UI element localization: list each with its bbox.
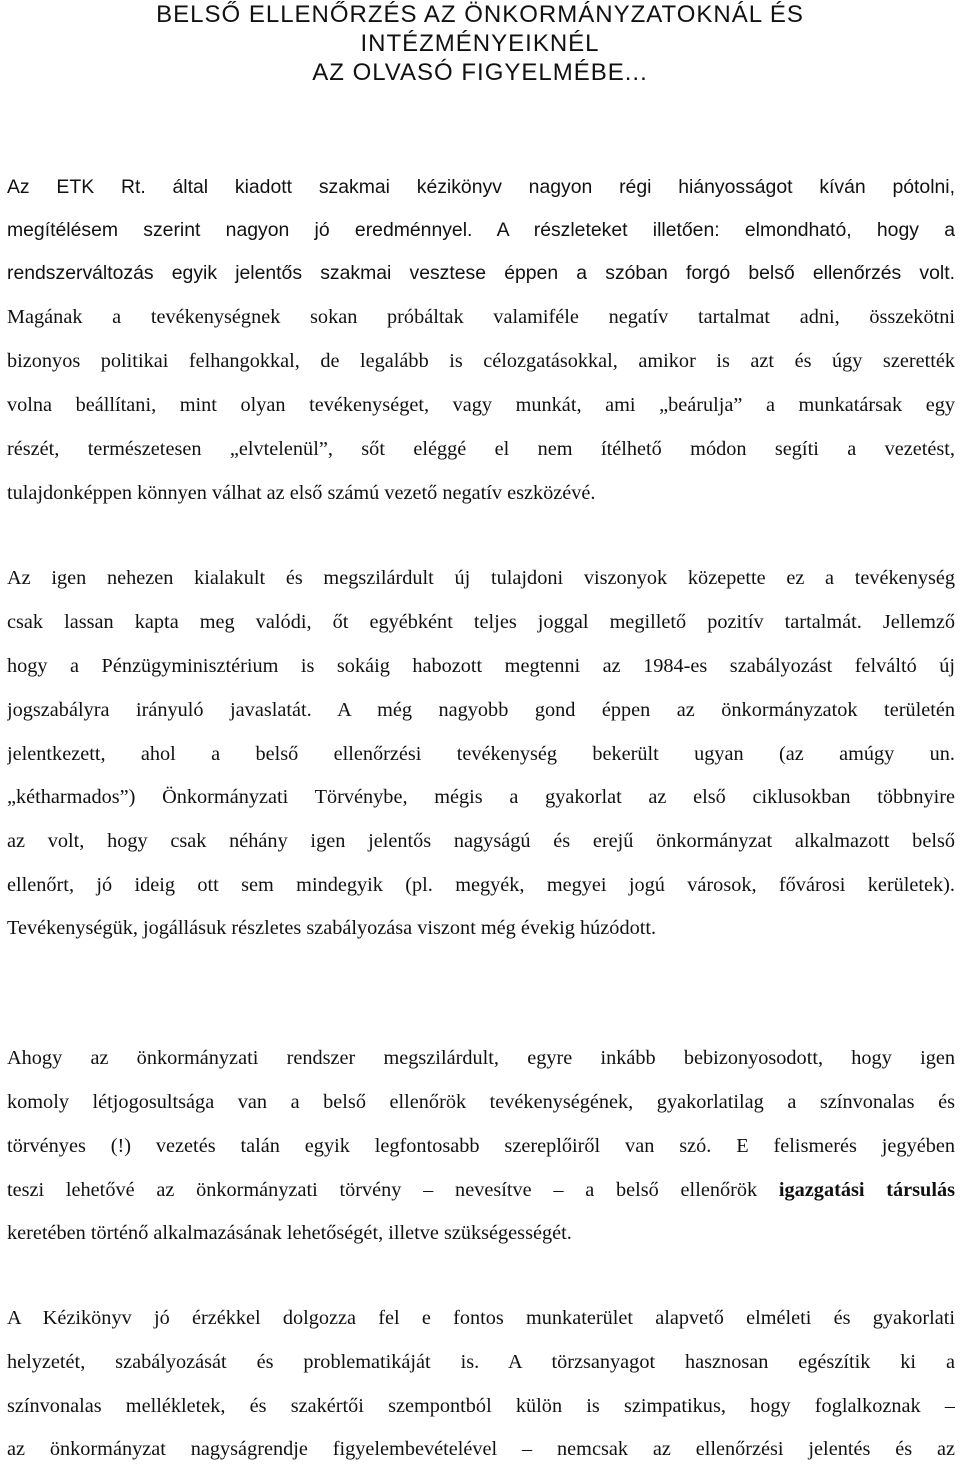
paragraph-line: jelentkezett, ahol a belső ellenőrzési tevékenység bekerült ugyan (az amúgy un. [7,743,955,765]
paragraph-line: komoly létjogosultsága van a belső ellenőrök tevékenységének, gyakorlatilag a színvonalas és [7,1091,955,1113]
title-line-1: BELSŐ ELLENŐRZÉS AZ ÖNKORMÁNYZATOKNÁL ÉS [156,1,804,28]
paragraph-line: hogy a Pénzügyminisztérium is sokáig habozott megtenni az 1984-es szabályozást felváltó új [7,655,955,677]
paragraph-line: Tevékenységük, jogállásuk részletes szabályozása viszont még évekig húzódott. [7,917,657,939]
paragraph-line: jogszabályra irányuló javaslatát. A még nagyobb gond éppen az önkormányzatok területén [7,699,955,721]
paragraph-line: az volt, hogy csak néhány igen jelentős nagyságú és erejű önkormányzat alkalmazott belső [7,830,955,852]
paragraph-line: A Kézikönyv jó érzékkel dolgozza fel e fontos munkaterület alapvető elméleti és gyakorlati [7,1307,955,1329]
paragraph-line: Az ETK Rt. által kiadott szakmai kézikönyv nagyon régi hiányosságot kíván pótolni, [7,176,955,198]
paragraph-line-text: teszi lehetővé az önkormányzati törvény – nevesítve – a belső ellenőrök [7,1179,779,1201]
paragraph-line: „kétharmados”) Önkormányzati Törvénybe, mégis a gyakorlat az első ciklusokban többnyire [7,786,955,808]
paragraph-line: színvonalas mellékletek, és szakértői szempontból külön is szimpatikus, hogy foglalkoznak – [7,1395,955,1417]
paragraph-line: az önkormányzat nagyságrendje figyelembevételével – nemcsak az ellenőrzési jelentés és az [7,1438,955,1460]
paragraph-line: bizonyos politikai felhangokkal, de legalább is célozgatásokkal, amikor is azt és úgy szerették [7,350,955,372]
paragraph-line: Ahogy az önkormányzati rendszer megszilárdult, egyre inkább bebizonyosodott, hogy igen [7,1047,955,1069]
paragraph-line: Az igen nehezen kialakult és megszilárdult új tulajdoni viszonyok közepette ez a tevékenység [7,567,955,589]
paragraph-line: tulajdonképpen könnyen válhat az első számú vezető negatív eszközévé. [7,482,596,504]
paragraph-line: rendszerváltozás egyik jelentős szakmai vesztese éppen a szóban forgó belső ellenőrzés volt. [7,262,955,284]
paragraph-line: ellenőrt, jó ideig ott sem mindegyik (pl. megyék, megyei jogú városok, fővárosi kerületek). [7,874,955,896]
title-line-2: INTÉZMÉNYEIKNÉL [360,30,600,57]
title-line-3: AZ OLVASÓ FIGYELMÉBE... [312,59,648,86]
paragraph-line: csak lassan kapta meg valódi, őt egyébként teljes joggal megillető pozitív tartalmát. Jellemző [7,611,955,633]
paragraph-line [7,1175,955,1205]
paragraph-line: Magának a tevékenységnek sokan próbáltak valamiféle negatív tartalmat adni, összekötni [7,306,955,328]
paragraph-line: részét, természetesen „elvtelenül”, sőt eléggé el nem ítélhető módon segíti a vezetést, [7,438,955,460]
paragraph-line: törvényes (!) vezetés talán egyik legfontosabb szereplőiről van szó. E felismerés jegyében [7,1135,955,1157]
paragraph-line: megítélésem szerint nagyon jó eredménnyel. A részleteket illetően: elmondható, hogy a [7,219,955,241]
paragraph-line: helyzetét, szabályozását és problematikáját is. A törzsanyagot hasznosan egészítik ki a [7,1351,955,1373]
emphasized-term: igazgatási társulás [778,1179,955,1201]
paragraph-line: volna beállítani, mint olyan tevékenységet, vagy munkát, ami „beárulja” a munkatársak egy [7,394,955,416]
document-title [0,0,960,87]
paragraph-line: keretében történő alkalmazásának lehetőségét, illetve szükségességét. [7,1222,572,1244]
